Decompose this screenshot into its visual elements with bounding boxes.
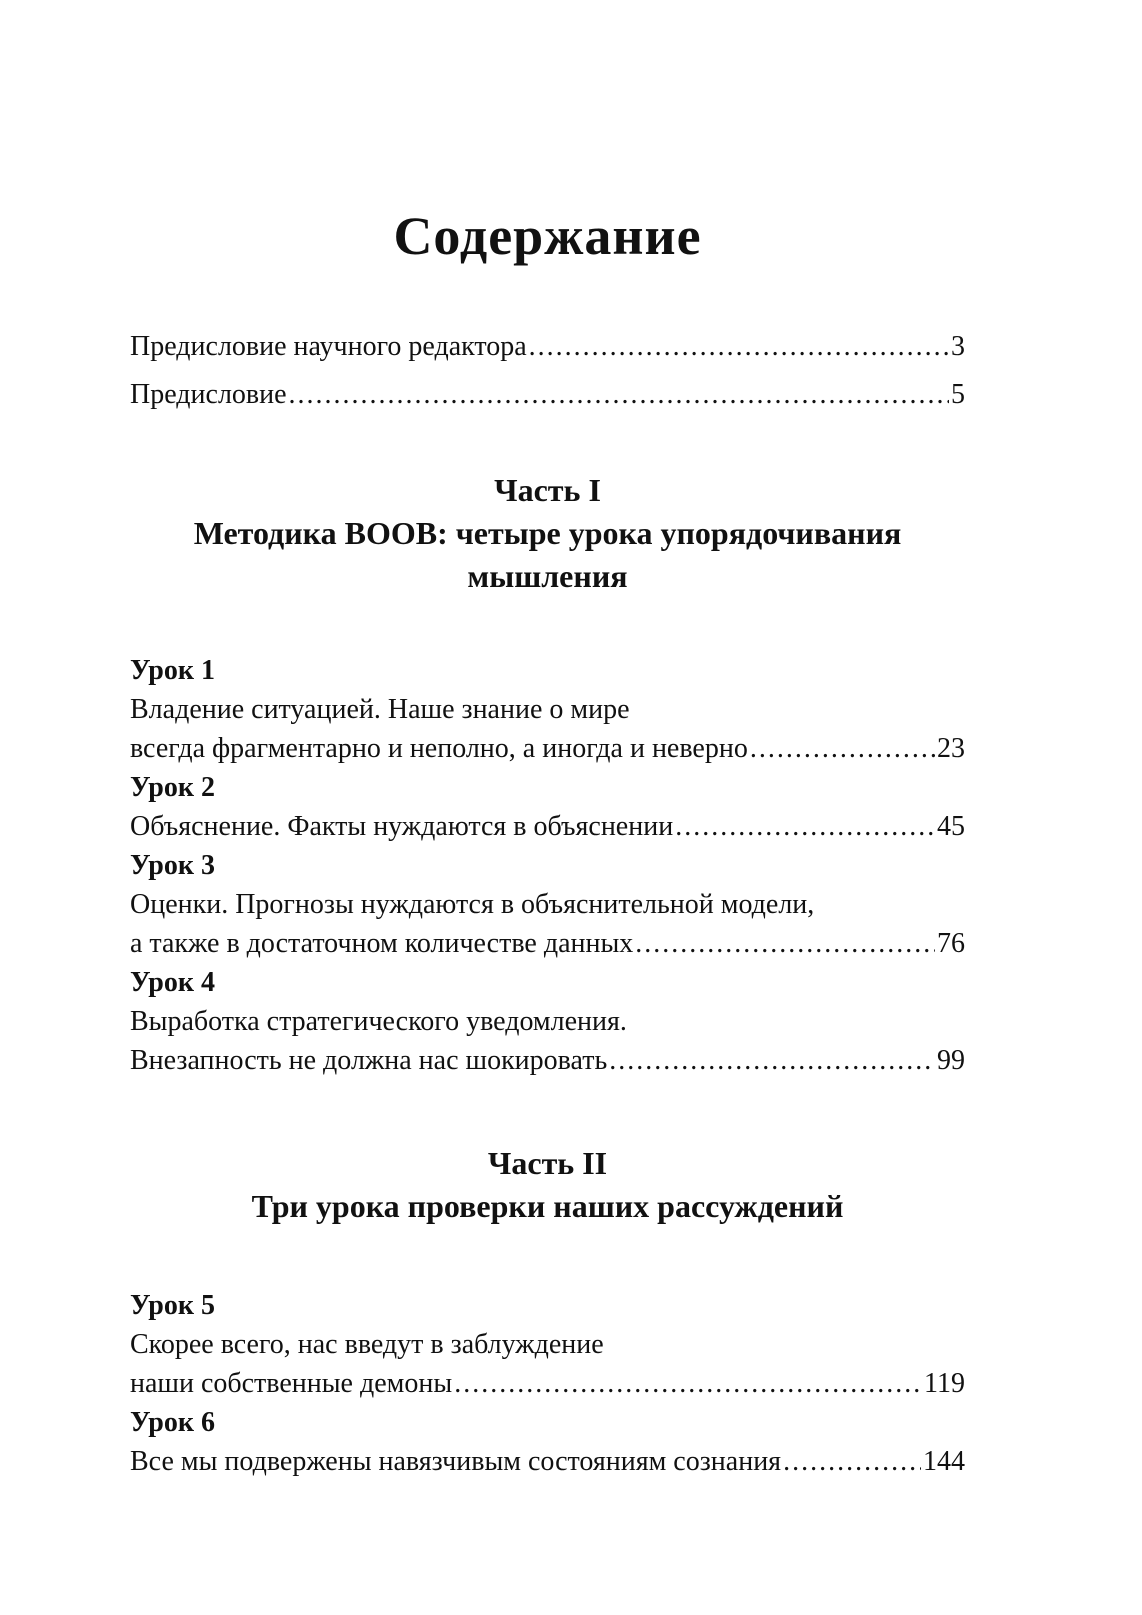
toc-lesson-2 bbox=[130, 768, 965, 846]
toc-entry-text: Предисловие bbox=[130, 379, 287, 410]
page-number: 99 bbox=[937, 1044, 965, 1076]
dot-leader bbox=[783, 1442, 921, 1481]
toc-entry bbox=[130, 323, 965, 371]
lesson-line-text: наши собственные демоны bbox=[130, 1367, 453, 1399]
lesson-label: Урок 6 bbox=[130, 1406, 215, 1438]
page-number: 3 bbox=[951, 331, 965, 362]
lesson-leader-line bbox=[130, 1041, 965, 1080]
dot-leader bbox=[675, 807, 935, 846]
dot-leader bbox=[289, 371, 949, 419]
part-1-label: Часть I bbox=[494, 472, 601, 508]
page-number: 144 bbox=[923, 1445, 965, 1477]
dot-leader bbox=[529, 323, 949, 371]
part-2-heading bbox=[130, 1142, 965, 1228]
lesson-line-text: а также в достаточном количестве данных bbox=[130, 927, 634, 959]
dot-leader bbox=[454, 1364, 922, 1403]
page-title: Содержание bbox=[393, 206, 702, 266]
dot-leader bbox=[635, 924, 935, 963]
part-2-lessons bbox=[130, 1286, 965, 1481]
page-number: 23 bbox=[937, 732, 965, 764]
lesson-label: Урок 1 bbox=[130, 654, 215, 686]
toc-entry bbox=[130, 371, 965, 419]
dot-leader bbox=[750, 729, 935, 768]
lesson-line: Владение ситуацией. Наше знание о мире bbox=[130, 693, 630, 725]
part-2-label: Часть II bbox=[487, 1144, 608, 1181]
lesson-line-text: Внезапность не должна нас шокировать bbox=[130, 1044, 608, 1076]
lesson-label: Урок 5 bbox=[130, 1289, 215, 1321]
lesson-line: Скорее всего, нас введут в заблуждение bbox=[130, 1328, 604, 1360]
lesson-line-text: Объяснение. Факты нуждаются в объяснении bbox=[130, 810, 674, 842]
lesson-line: Оценки. Прогнозы нуждаются в объяснительной модели, bbox=[130, 888, 815, 920]
front-matter-section bbox=[130, 323, 965, 419]
lesson-label: Урок 2 bbox=[130, 771, 215, 803]
lesson-leader-line bbox=[130, 1364, 965, 1403]
page-number: 76 bbox=[937, 927, 965, 959]
toc-lesson-1 bbox=[130, 651, 965, 768]
lesson-leader-line bbox=[130, 807, 965, 846]
dot-leader bbox=[609, 1041, 935, 1080]
page-number: 119 bbox=[924, 1367, 965, 1399]
toc-entry-text: Предисловие научного редактора bbox=[130, 331, 527, 362]
lesson-leader-line bbox=[130, 729, 965, 768]
lesson-label: Урок 3 bbox=[130, 849, 215, 881]
part-2-title: Три урока проверки наших рассуждений bbox=[251, 1187, 844, 1224]
page-number: 5 bbox=[951, 379, 965, 410]
lesson-line: Выработка стратегического уведомления. bbox=[130, 1005, 627, 1037]
toc-lesson-5 bbox=[130, 1286, 965, 1403]
page-number: 45 bbox=[937, 810, 965, 842]
lesson-leader-line bbox=[130, 1442, 965, 1481]
lesson-leader-line bbox=[130, 924, 965, 963]
part-1-lessons bbox=[130, 651, 965, 1080]
part-1-title: Методика ВООВ: четыре урока упорядочивания мышления bbox=[193, 515, 902, 595]
toc-lesson-4 bbox=[130, 963, 965, 1080]
toc-lesson-6 bbox=[130, 1403, 965, 1481]
toc-lesson-3 bbox=[130, 846, 965, 963]
part-1-heading bbox=[130, 469, 965, 599]
lesson-line-text: Все мы подвержены навязчивым состояниям сознания bbox=[130, 1445, 782, 1477]
lesson-line-text: всегда фрагментарно и неполно, а иногда и неверно bbox=[130, 732, 748, 764]
lesson-label: Урок 4 bbox=[130, 966, 215, 998]
